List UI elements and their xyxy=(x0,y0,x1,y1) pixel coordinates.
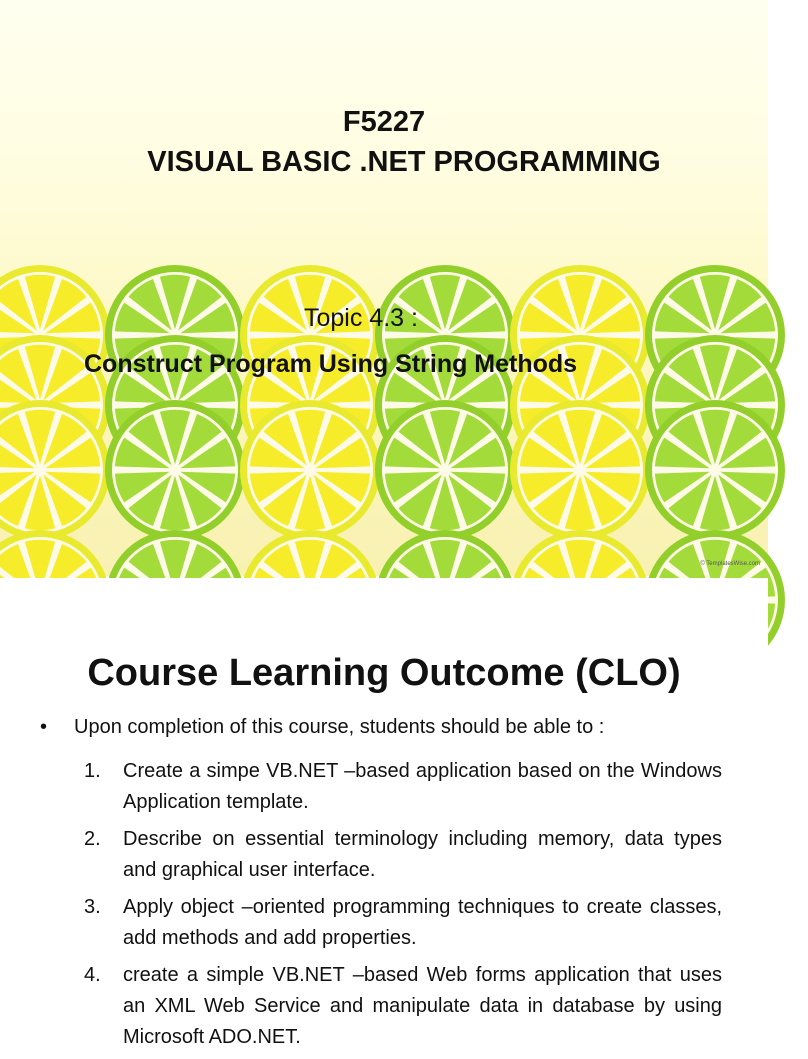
slide-title: Course Learning Outcome (CLO) xyxy=(87,652,681,694)
lime-slice xyxy=(645,400,785,540)
item-text: create a simple VB.NET –based Web forms application that uses an XML Web Service and manipulate data in database by using Microsoft ADO.NET. xyxy=(123,964,722,1048)
topic-title: Construct Program Using String Methods xyxy=(84,350,578,378)
item-number: 2. xyxy=(84,828,101,850)
lemon-slice xyxy=(240,400,380,540)
list-item xyxy=(84,824,722,886)
clo-slide xyxy=(0,578,768,1048)
course-title: VISUAL BASIC .NET PROGRAMMING xyxy=(147,146,661,178)
intro-text: Upon completion of this course, students should be able to : xyxy=(74,716,605,738)
list-item xyxy=(84,960,722,1053)
lime-slice xyxy=(375,400,515,540)
bullet-icon: • xyxy=(40,716,48,738)
list-item xyxy=(84,892,722,954)
item-text: Create a simpe VB.NET –based application based on the Windows Application template. xyxy=(123,760,722,813)
lime-slice xyxy=(105,400,245,540)
item-text: Describe on essential terminology including memory, data types and graphical user interface. xyxy=(123,828,722,881)
lemon-slice xyxy=(510,400,650,540)
item-number: 3. xyxy=(84,896,101,918)
list-item xyxy=(84,756,722,818)
item-text: Apply object –oriented programming techniques to create classes, add methods and add properties. xyxy=(123,896,722,949)
item-number: 4. xyxy=(84,964,101,986)
clo-list xyxy=(84,756,722,1059)
watermark: © TemplatesWise.com xyxy=(700,561,760,567)
course-code: F5227 xyxy=(342,106,426,138)
item-number: 1. xyxy=(84,760,101,782)
topic-label: Topic 4.3 : xyxy=(304,304,418,332)
intro-bullet xyxy=(40,716,604,739)
